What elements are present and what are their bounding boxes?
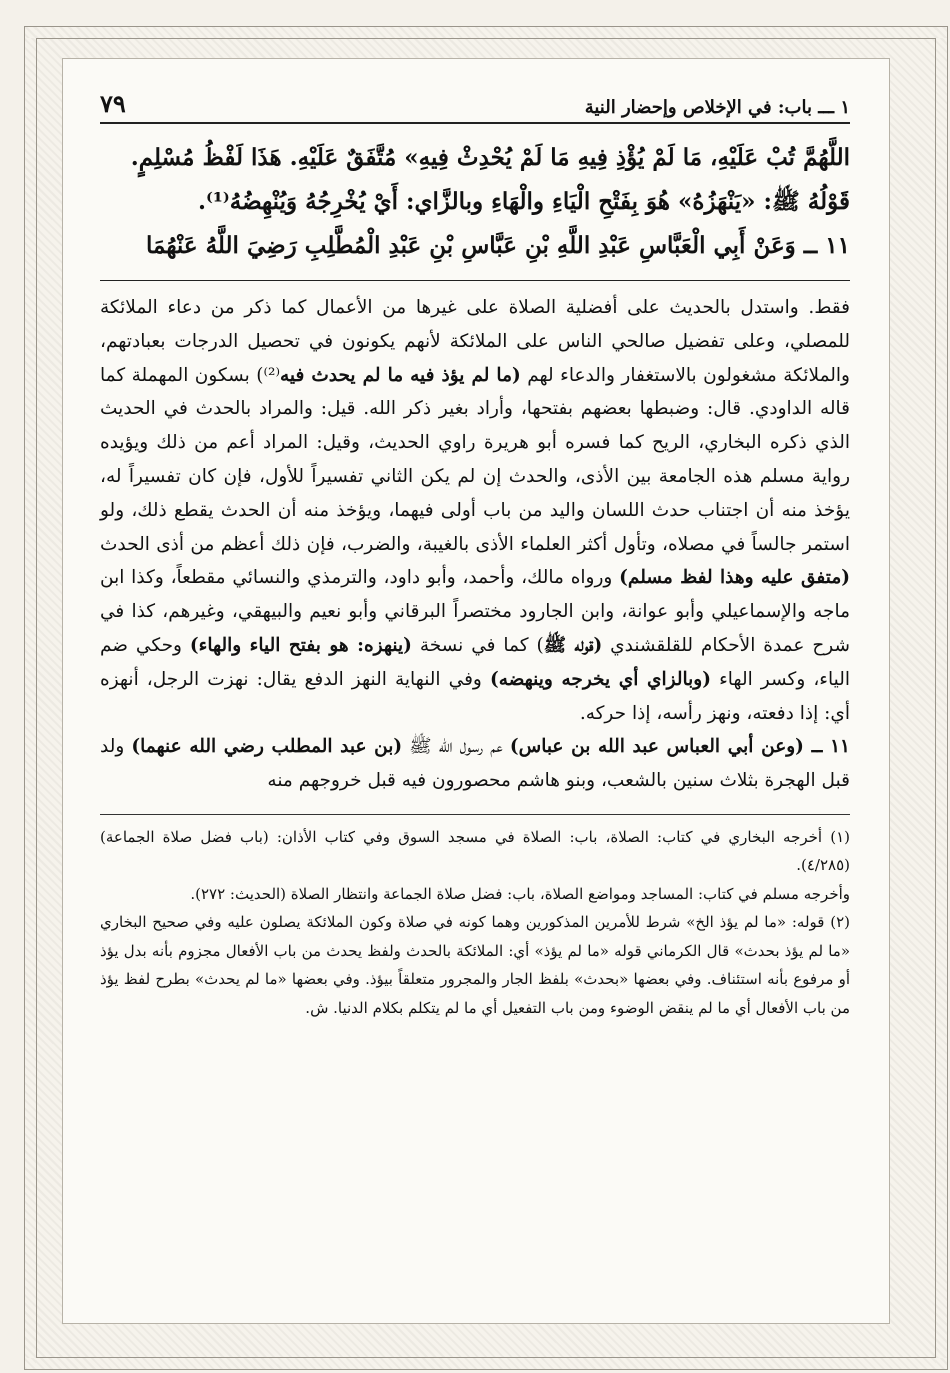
footnotes (100, 823, 850, 1023)
commentary (100, 291, 850, 798)
footnote: (٢) قوله: «ما لم يؤذ الخ» شرط للأمرين المذكورين وهما كونه في صلاة وكون الملائكة يصلون عليه وفي صحيح البخاري «ما لم يؤذ بحدث» قال الكرماني قوله «ما لم يؤذ» أي: الملائكة بالحدث ولفظ يحدث من باب الأفعال مجزوم بأنه بدل يؤذ أو مرفوع بأنه استئناف. وفي بعضها «بحدث» بلفظ الجار والمجرور متعلقاً بيؤذ. وفي بعضها «ما لم يحدث» بطرح لفظ يؤذ من باب الأفعال أي ما لم ينقض الوضوء ومن باب التفعيل أي ما لم يتكلم بكلام الدنيا. ش. (100, 913, 850, 1017)
footnote-divider (100, 814, 850, 815)
quoted-phrase: (وبالزاي أي يخرجه وينهضه) (489, 668, 711, 690)
commentary-text: عم رسول الله ﷺ (409, 736, 503, 758)
hadith-line: ١١ ــ وَعَنْ أَبِي الْعَبَّاسِ عَبْدِ اللَّهِ بْنِ عَبَّاسِ بْنِ عَبْدِ الْمُطَّلِبِ رَضِيَ اللَّهُ عَنْهُمَا (146, 232, 850, 259)
quoted-phrase: (متفق عليه وهذا لفظ مسلم) (619, 567, 850, 589)
commentary-text: كما في نسخة (419, 634, 529, 656)
hadith-heading: ١١ ــ (وعن أبي العباس عبد الله بن عباس) (509, 736, 850, 758)
commentary-paragraph (100, 730, 850, 798)
commentary-text: ⁽²⁾) بسكون المهملة كما قاله الداودي. قال: وضبطها بعضهم بفتحها، وأراد بغير ذكر الله. قيل: والمراد بالحدث في الحديث الذي ذكره البخاري، الريح كما فسره أبو هريرة راوي الحديث، وقيل: المراد أعم من ذلك ويؤيده رواية مسلم هذه الجامعة بين الأذى، والحدث إن لم يكن الثاني تفسيراً للأول، فإن كان تفسيراً له، يؤخذ منه أن اجتناب حدث اللسان واليد من باب أولى فيهما، ويؤخذ منه أن الحدث يقطع ذلك، ولو استمر جالساً في مصلاه، وتأول أكثر العلماء الأذى بالغيبة، والضرب، فإن ذلك أعظم من أذى الحدث (100, 364, 850, 555)
commentary-text: وحكي ضم الياء، وكسر الهاء (100, 634, 850, 690)
chapter-title: ١ ـــ باب: في الإخلاص وإحضار النية (584, 97, 850, 118)
hadith-line: قَوْلُهُ ﷺ: «يَنْهَزُهُ» هُوَ بِفَتْحِ الْيَاءِ والْهَاءِ وبالزَّاي: أَيْ يُخْرِجُهُ وَيُنْهِضُهُ⁽¹⁾. (197, 188, 850, 215)
page-content (100, 82, 850, 1022)
commentary-text: ورواه مالك، وأحمد، وأبو داود، والترمذي والنسائي مقطعاً، وكذا ابن ماجه والإسماعيلي وأبو عوانة، وابن الجارود مختصراً البرقاني وأبو نعيم والبيهقي، وغيرهم، كذا في شرح عمدة الأحكام للقلقشندي (100, 567, 850, 656)
quoted-phrase: (قوله ﷺ (543, 634, 603, 656)
quoted-phrase: (ما لم يؤذ فيه ما لم يحدث فيه (280, 364, 521, 386)
hadith-line: اللَّهُمَّ تُبْ عَلَيْهِ، مَا لَمْ يُؤْذِ فِيهِ مَا لَمْ يُحْدِثْ فِيهِ» مُتَّفَقٌ عَلَيْهِ. هَذَا لَفْظُ مُسْلِمٍ. (130, 144, 850, 171)
commentary-text: فقط. واستدل بالحديث على أفضلية الصلاة على غيرها من الأعمال كما ذكر من دعاء الملائكة للمصلي، وعلى تفضيل صالحي الناس على الملائكة لأنهم يكونون في تحصيل الدرجات بعبادتهم، والملائكة مشغولون بالاستغفار والدعاء لهم (100, 297, 850, 386)
footnote: (١) أخرجه البخاري في كتاب: الصلاة، باب: الصلاة في مسجد السوق وفي كتاب الأذان: (باب فضل صلاة الجماعة) (٤/٢٨٥). (100, 827, 850, 875)
hadith-text (100, 136, 850, 268)
running-header (100, 82, 850, 124)
commentary-text: ولد قبل الهجرة بثلاث سنين بالشعب، وبنو هاشم محصورون فيه قبل خروجهم منه (100, 736, 850, 792)
page-number: ٧٩ (100, 89, 126, 118)
footnote: وأخرجه مسلم في كتاب: المساجد ومواضع الصلاة، باب: فضل صلاة الجماعة وانتظار الصلاة (الحديث: ٢٧٢). (190, 884, 850, 903)
section-divider (100, 280, 850, 281)
commentary-text: وفي النهاية النهز الدفع يقال: نهزت الرجل، أنهزه أي: إذا دفعته، ونهز رأسه، إذا حركه. (100, 668, 850, 724)
quoted-phrase: (بن عبد المطلب رضي الله عنهما) (131, 736, 403, 758)
quoted-phrase: (ينهزه: هو بفتح الياء والهاء) (189, 634, 412, 656)
commentary-paragraph: فقط. واستدل بالحديث على أفضلية الصلاة على غيرها من الأعمال كما ذكر من دعاء الملائكة للمصلي، وعلى تفضيل صالحي الناس على الملائكة لأنهم يكونون في تحصيل الدرجات بعبادتهم، والملائكة مشغولون بالاستغفار والدعاء لهم (ما لم يؤذ فيه ما لم يحدث فيه⁽²⁾) بسكون المهملة كما قاله الداودي. قال: وضبطها بعضهم بفتحها، وأراد بغير ذكر الله. قيل: والمراد بالحدث في الحديث الذي ذكره البخاري، الريح كما فسره أبو هريرة راوي الحديث، وقيل: المراد أعم من ذلك ويؤيده رواية مسلم هذه الجامعة بين الأذى، والحدث إن لم يكن الثاني تفسيراً للأول، فإن كان تفسيراً له، يؤخذ منه أن اجتناب حدث اللسان واليد من باب أولى فيهما، ويؤخذ منه أن الحدث يقطع ذلك، ولو استمر جالساً في مصلاه، وتأول أكثر العلماء الأذى بالغيبة، والضرب، فإن ذلك أعظم من أذى الحدث (متفق عليه وهذا لفظ مسلم) ورواه مالك، وأحمد، وأبو داود، والترمذي والنسائي مقطعاً، وكذا ابن ماجه والإسماعيلي وأبو عوانة، وابن الجارود مختصراً البرقاني وأبو نعيم والبيهقي، وغيرهم، كذا في شرح عمدة الأحكام للقلقشندي (قوله ﷺ) كما في نسخة (ينهزه: هو بفتح الياء والهاء) وحكي ضم الياء، وكسر الهاء (وبالزاي أي يخرجه وينهضه) وفي النهاية النهز الدفع يقال: نهزت الرجل، أنهزه أي: إذا دفعته، ونهز رأسه، إذا حركه. (100, 297, 850, 724)
